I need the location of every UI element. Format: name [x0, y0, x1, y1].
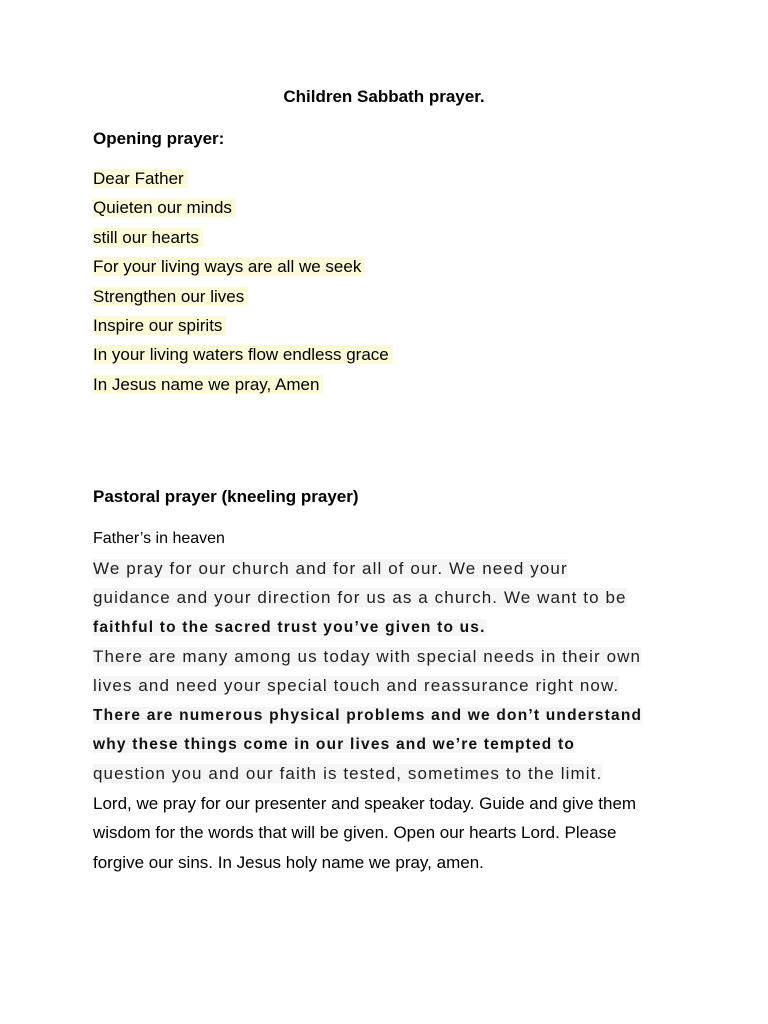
- pastoral-paragraph-1: [93, 558, 693, 646]
- opening-line: [93, 286, 393, 315]
- paragraph-line: [93, 675, 693, 704]
- opening-line: [93, 315, 393, 344]
- paragraph-line: [93, 617, 693, 646]
- opening-line: [93, 227, 393, 256]
- opening-line-text: still our hearts: [93, 228, 203, 247]
- opening-line: [93, 344, 393, 373]
- paragraph-line: [93, 734, 693, 763]
- opening-line-text: Dear Father: [93, 169, 188, 188]
- opening-line-text: In your living waters flow endless grace: [93, 345, 393, 364]
- pastoral-paragraph-3: [93, 793, 693, 881]
- document-title: Children Sabbath prayer.: [283, 87, 485, 106]
- paragraph-line: [93, 793, 693, 822]
- opening-line: [93, 168, 393, 197]
- pastoral-prayer-heading: Pastoral prayer (kneeling prayer): [93, 487, 359, 506]
- opening-line-text: Inspire our spirits: [93, 316, 226, 335]
- opening-line-text: In Jesus name we pray, Amen: [93, 375, 323, 394]
- paragraph-line-text: question you and our faith is tested, sometimes to the limit.: [93, 764, 603, 784]
- paragraph-line: [93, 705, 693, 734]
- opening-line-text: Strengthen our lives: [93, 287, 248, 306]
- opening-line-text: Quieten our minds: [93, 198, 236, 217]
- paragraph-line: [93, 763, 693, 792]
- paragraph-line: [93, 852, 693, 881]
- paragraph-line-text: why these things come in our lives and we’re tempted to: [93, 735, 576, 753]
- paragraph-line-text: wisdom for the words that will be given. Open our hearts Lord. Please: [93, 823, 617, 843]
- opening-prayer-lines: [93, 168, 393, 403]
- paragraph-line-text: forgive our sins. In Jesus holy name we pray, amen.: [93, 852, 484, 872]
- opening-line: [93, 374, 393, 403]
- paragraph-line-text: There are numerous physical problems and we don’t understand: [93, 706, 643, 724]
- opening-line: [93, 256, 393, 285]
- paragraph-line-text: guidance and your direction for us as a church. We want to be: [93, 588, 627, 608]
- paragraph-line-text: lives and need your special touch and reassurance right now.: [93, 676, 620, 696]
- paragraph-line-text: We pray for our church and for all of our. We need your: [93, 559, 568, 578]
- opening-line: [93, 197, 393, 226]
- paragraph-line-text: Lord, we pray for our presenter and speaker today. Guide and give them: [93, 794, 637, 813]
- opening-prayer-heading: Opening prayer:: [93, 129, 225, 148]
- paragraph-line: [93, 646, 693, 675]
- pastoral-salutation: Father’s in heaven: [93, 530, 225, 547]
- paragraph-line-text: faithful to the sacred trust you’ve given to us.: [93, 618, 486, 636]
- paragraph-line: [93, 558, 693, 587]
- paragraph-line-text: There are many among us today with special needs in their own: [93, 647, 642, 666]
- paragraph-line: [93, 587, 693, 616]
- opening-line-text: For your living ways are all we seek: [93, 257, 365, 276]
- pastoral-paragraph-2: [93, 646, 693, 792]
- paragraph-line: [93, 822, 693, 851]
